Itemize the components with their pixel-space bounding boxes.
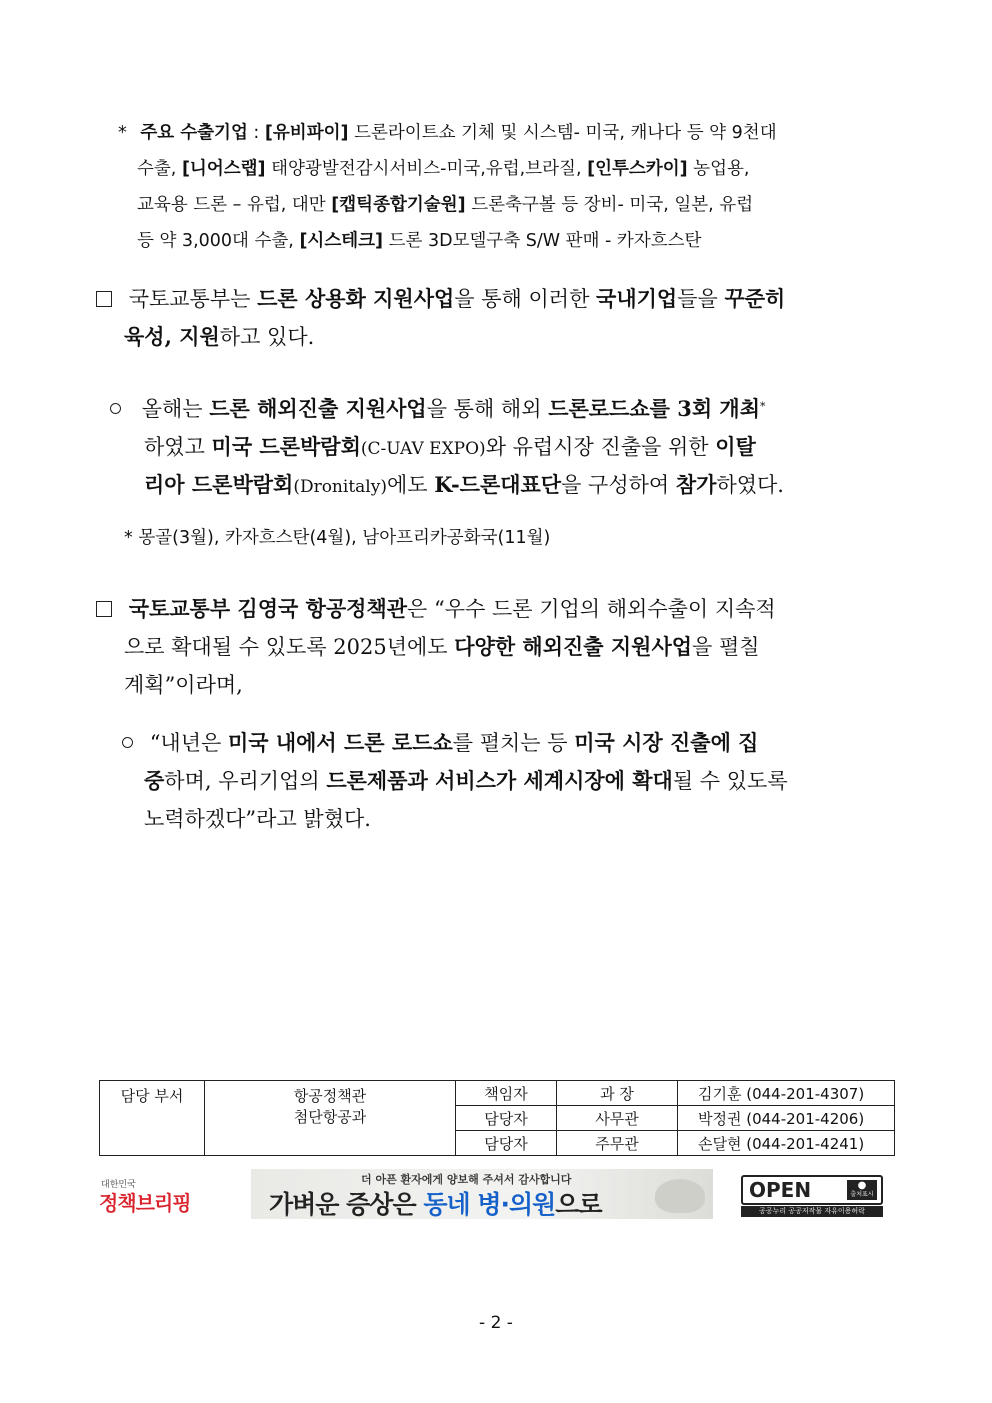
checkbox-square-icon (96, 291, 112, 307)
note-line-3: 교육용 드론 – 유럽, 대만 [캡틱종합기술원] 드론축구볼 등 장비- 미국, 일본, 유럽 (137, 195, 754, 215)
policy-briefing-logo (99, 1180, 209, 1220)
contact-table (99, 1080, 895, 1156)
company-intosky: [인투스카이] (587, 159, 688, 179)
table-row (100, 1081, 895, 1106)
title-cell: 주무관 (557, 1131, 678, 1156)
open-logo-box (741, 1175, 883, 1205)
note-line-1: * 주요 수출기업 : [유비파이] 드론라이트쇼 기체 및 시스템- 미국, 캐나다 등 약 9천대 (118, 123, 777, 143)
title-cell: 사무관 (557, 1106, 678, 1131)
paragraph-overseas-roadshow: 올해는 드론 해외진출 지원사업을 통해 해외 드론로드쇼를 3회 개최* 하였고 미국 드론박람회(C-UAV EXPO)와 유럽시장 진출을 위한 이탈 리아 드론박람회(Dronitaly)에도 K-드론대표단을 구성하여 참가하였다. (110, 390, 900, 510)
note-line-4: 등 약 3,000대 수출, [시스테크] 드론 3D모델구축 S/W 판매 - 카자흐스탄 (137, 231, 702, 251)
paragraph-support-program: 국토교통부는 드론 상용화 지원사업을 통해 이러한 국내기업들을 꾸준히 육성, 지원하고 있다. (96, 280, 896, 360)
roadshow-footnote: * 몽골(3월), 카자흐스탄(4월), 남아프리카공화국(11월) (124, 528, 551, 548)
open-text: OPEN (749, 1178, 812, 1202)
person-cell: 김기훈 (044-201-4307) (678, 1081, 895, 1106)
note-label: 주요 수출기업 (140, 123, 248, 143)
banner-main-text: 가벼운 증상은 동네 병·의원으로 (269, 1190, 602, 1219)
person-cell: 박정권 (044-201-4206) (678, 1106, 895, 1131)
paragraph-policy-statement: 국토교통부 김영국 항공정책관은 “우수 드론 기업의 해외수출이 지속적 으로 확대될 수 있도록 2025년에도 다양한 해외진출 지원사업을 펼칠 계획”이라며, (96, 590, 896, 710)
paragraph-next-year-plan: “내년은 미국 내에서 드론 로드쇼를 펼치는 등 미국 시장 진출에 집 중하며, 우리기업의 드론제품과 서비스가 세계시장에 확대될 수 있도록 노력하겠다”라고 밝혔다. (122, 724, 902, 844)
kogl-open-license-logo (741, 1175, 883, 1217)
banner-figure-icon (655, 1179, 705, 1213)
open-sub-text: 공공누리 공공저작물 자유이용허락 (741, 1206, 883, 1217)
role-cell: 담당자 (456, 1131, 557, 1156)
export-companies-note (118, 115, 908, 260)
attribution-badge: ● 출처표시 (847, 1180, 877, 1200)
company-ubifi: [유비파이] (264, 123, 349, 143)
bullet-circle-icon (110, 403, 121, 414)
logo-small-text: 대한민국 (101, 1180, 136, 1190)
company-captic: [캡틱종합기술원] (331, 195, 466, 215)
dept-name-cell: 항공정책관 첨단항공과 (205, 1081, 456, 1156)
note-line-2: 수출, [니어스랩] 태양광발전감시서비스-미국,유럽,브라질, [인투스카이] 농업용, (137, 159, 750, 179)
page-number: - 2 - (479, 1313, 513, 1333)
logo-main-text: 정책브리핑 (99, 1191, 191, 1215)
company-systech: [시스테크] (299, 231, 384, 251)
local-clinic-banner (251, 1169, 713, 1219)
role-cell: 담당자 (456, 1106, 557, 1131)
person-cell: 손달현 (044-201-4241) (678, 1131, 895, 1156)
title-cell: 과 장 (557, 1081, 678, 1106)
bullet-circle-icon (122, 737, 133, 748)
role-cell: 책임자 (456, 1081, 557, 1106)
dept-label-cell: 담당 부서 (100, 1081, 205, 1156)
banner-top-text: 더 아픈 환자에게 양보해 주셔서 감사합니다 (361, 1173, 572, 1186)
company-nearthlab: [니어스랩] (181, 159, 266, 179)
person-icon: ● (857, 1180, 867, 1191)
checkbox-square-icon (96, 601, 112, 617)
